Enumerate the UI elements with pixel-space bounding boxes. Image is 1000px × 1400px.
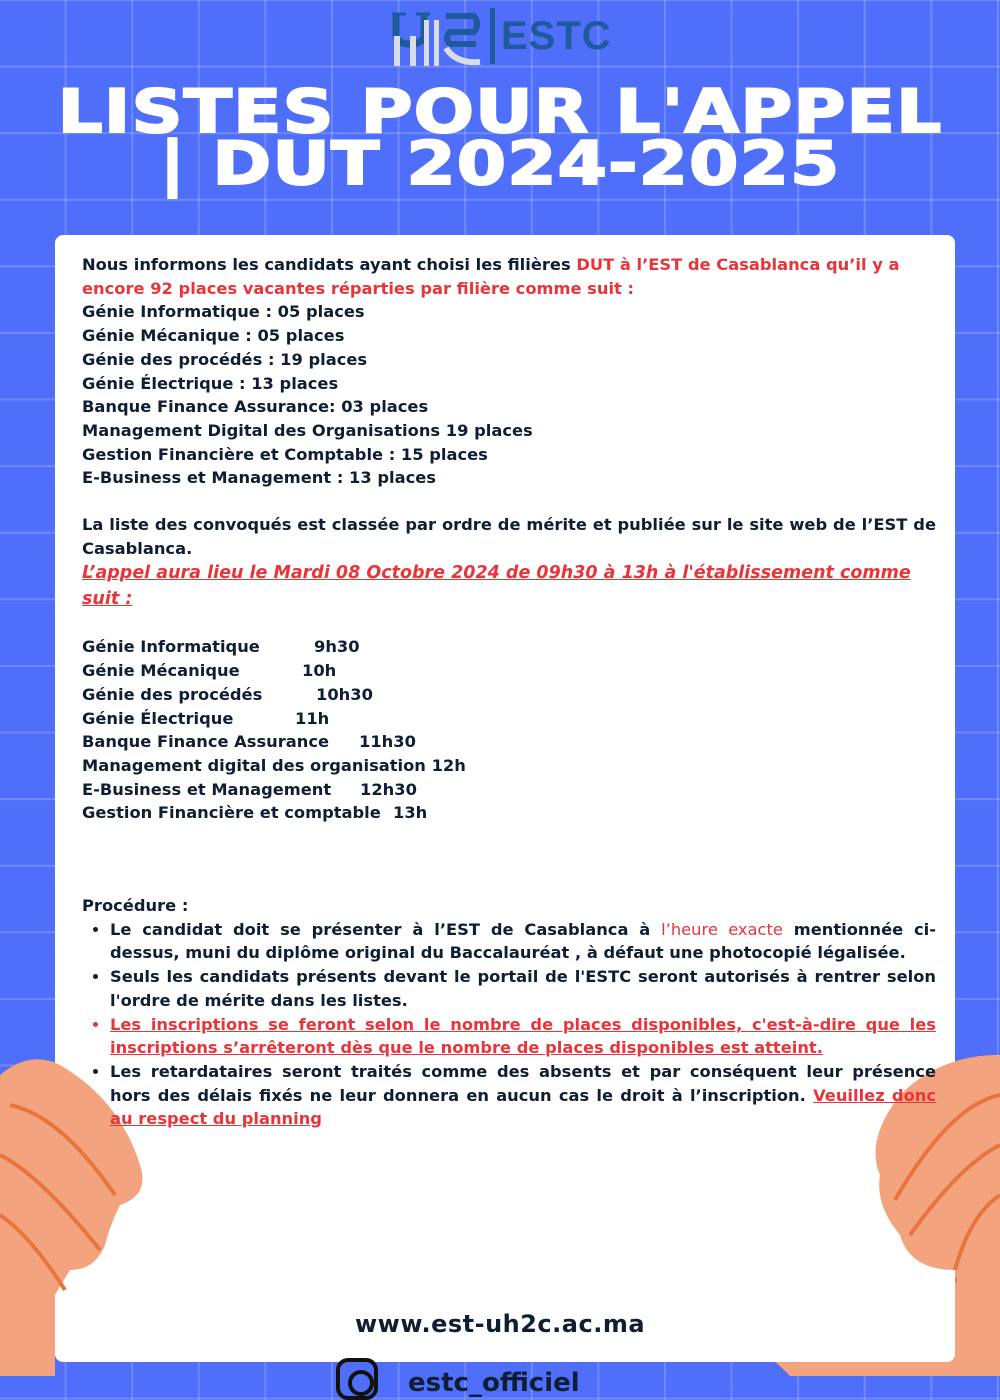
schedule-filiere: E-Business et Management [82, 779, 332, 799]
schedule-time: 10h [302, 661, 337, 681]
places-item: Gestion Financière et Comptable : 15 places [82, 444, 488, 464]
schedule-time: 11h [295, 708, 330, 728]
uh2c-estc-logo [388, 6, 612, 66]
procedure-item-text: mentionnée ci-dessus, muni du diplôme original du Baccalauréat , à défaut une photocopié légalisée. [110, 919, 936, 963]
schedule-row [82, 730, 936, 754]
schedule-filiere: Banque Finance Assurance [82, 732, 330, 752]
website-url[interactable]: www.est-uh2c.ac.ma [354, 1310, 646, 1338]
places-item: Génie Mécanique : 05 places [82, 326, 345, 346]
intro-text: Nous informons les candidats ayant choisi les filières [82, 255, 577, 274]
schedule-row [82, 659, 936, 683]
schedule-time: 10h30 [316, 684, 373, 704]
places-list [82, 300, 936, 490]
places-item: Management Digital des Organisations 19 places [82, 420, 533, 440]
procedure-item: • Seuls les candidats présents devant le portail de l'ESTC seront autorisés à rentrer selon l'ordre de mérite dans les listes. [110, 965, 936, 1012]
schedule-row [82, 635, 936, 659]
schedule-time: 11h30 [359, 732, 416, 752]
logo-separator [490, 8, 495, 64]
schedule-filiere: Management digital des organisation [82, 755, 426, 775]
schedule-row [82, 707, 936, 731]
schedule-time: 13h [393, 803, 428, 823]
instagram-icon [336, 1358, 378, 1400]
procedure-list [82, 918, 936, 1131]
instagram-link[interactable] [336, 1358, 580, 1400]
procedure-heading: Procédure : [82, 896, 189, 916]
planning-reminder: Veuillez donc au respect du planning [110, 1085, 936, 1129]
schedule-filiere: Gestion Financière et comptable [82, 803, 381, 823]
schedule-filiere: Génie Informatique [82, 637, 260, 657]
intro-highlight: DUT à l’EST de Casablanca qu’il y a encore 92 places vacantes réparties par filière comme suit : [82, 255, 900, 298]
procedure-item [110, 918, 936, 965]
schedule-row [82, 801, 936, 825]
places-item: Génie Informatique : 05 places [82, 302, 365, 322]
schedule-row [82, 754, 936, 778]
procedure-item-text: Le candidat doit se présenter à l’EST de Casablanca à [110, 919, 662, 939]
procedure-item-text: Les retardataires seront traités comme des absents et par conséquent leur présence hors des délais fixés ne leur donnera en aucun cas le droit à l’inscription. [110, 1061, 936, 1105]
title-line-1: LISTES POUR L'APPEL [57, 77, 943, 147]
schedule-row [82, 778, 936, 802]
schedule-list [82, 635, 936, 825]
appel-notice: L’appel aura lieu le Mardi 08 Octobre 2024 de 09h30 à 13h à l'établissement comme suit : [82, 563, 911, 610]
schedule-row [82, 683, 936, 707]
procedure-item [110, 1060, 936, 1131]
schedule-filiere: Génie Mécanique [82, 661, 240, 681]
page-title [0, 77, 1000, 199]
schedule-filiere: Génie Électrique [82, 708, 234, 728]
logo-estc-text: ESTC [501, 13, 612, 58]
places-item: Génie Électrique : 13 places [82, 373, 339, 393]
places-item: E-Business et Management : 13 places [82, 468, 436, 488]
exact-time-highlight: l’heure exacte [661, 919, 783, 939]
title-line-2: | DUT 2024-2025 [159, 129, 841, 199]
uh2c-emblem-icon [388, 6, 486, 66]
list-info-paragraph: La liste des convoqués est classée par ordre de mérite et publiée sur le site web de l’EST de Casablanca. [82, 515, 936, 558]
announcement-content [82, 253, 936, 1131]
procedure-item: • Les inscriptions se feront selon le nombre de places disponibles, c'est-à-dire que les inscriptions s’arrêteront dès que le nombre de places disponibles est atteint. [110, 1013, 936, 1060]
places-item: Banque Finance Assurance: 03 places [82, 397, 429, 417]
schedule-filiere: Génie des procédés [82, 684, 263, 704]
schedule-time: 12h [431, 755, 466, 775]
places-item: Génie des procédés : 19 places [82, 349, 368, 369]
schedule-time: 12h30 [360, 779, 417, 799]
schedule-time: 9h30 [314, 637, 360, 657]
intro-paragraph [82, 253, 936, 300]
instagram-handle: estc_officiel [408, 1368, 580, 1398]
